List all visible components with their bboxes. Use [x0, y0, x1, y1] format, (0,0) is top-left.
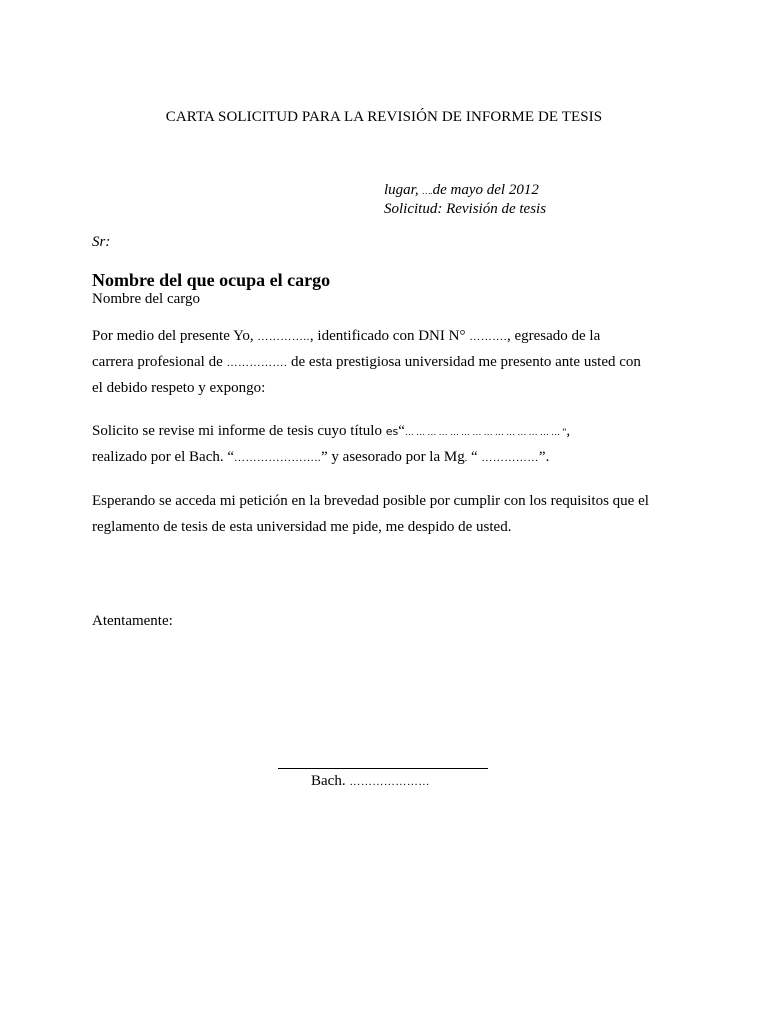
signature-name	[311, 773, 430, 790]
thesis-title-blank: … … … … … … … … … … … … … … ”	[404, 427, 567, 437]
paragraph-line	[92, 349, 692, 375]
bach-name-blank: …………………	[349, 776, 430, 788]
paragraph-closing	[92, 488, 692, 540]
day-blank: ….	[422, 186, 433, 196]
signature-line	[278, 768, 488, 769]
text-segment: , identificado con DNI N°	[309, 328, 466, 344]
closing-atentamente: Atentamente:	[92, 613, 173, 629]
paragraph-line	[92, 444, 692, 470]
text-segment: Solicito se revise mi informe de tesis cuyo título	[92, 423, 382, 439]
paragraph-line	[92, 418, 692, 444]
text-segment: “	[398, 423, 405, 439]
subject-line: Solicitud: Revisión de tesis	[384, 201, 547, 217]
text-segment: de esta prestigiosa universidad me presento ante usted con	[291, 354, 641, 370]
paragraph-request	[92, 418, 692, 470]
text-segment: “	[467, 449, 478, 465]
dni-blank: ……….	[469, 331, 507, 343]
text-segment: .	[464, 453, 468, 464]
text-segment: carrera profesional de	[92, 354, 223, 370]
text-segment: ,	[566, 423, 571, 439]
text-segment: , egresado de la	[506, 328, 601, 344]
text-segment: ”.	[538, 449, 550, 465]
text-segment: es	[385, 425, 399, 438]
place-label: lugar,	[384, 182, 419, 198]
text-segment: Por medio del presente Yo,	[92, 328, 254, 344]
career-blank: …………….	[226, 357, 288, 369]
salutation: Sr:	[92, 234, 111, 250]
advisor-blank: ……………	[481, 452, 539, 464]
addressee-name: Nombre del que ocupa el cargo	[92, 270, 331, 290]
letter-title: CARTA SOLICITUD PARA LA REVISIÓN DE INFORME DE TESIS	[165, 109, 603, 125]
addressee-position: Nombre del cargo	[92, 291, 201, 307]
paragraph-introduction	[92, 323, 692, 401]
paragraph-line: Esperando se acceda mi petición en la brevedad posible por cumplir con los requisitos que el	[92, 493, 649, 509]
date-text: de mayo del 2012	[432, 182, 539, 198]
name-blank: …………..	[257, 331, 310, 343]
bach-blank: …………………..	[234, 452, 322, 464]
text-segment: ” y asesorado por la Mg	[321, 449, 465, 465]
text-segment: realizado por el Bach. “	[92, 449, 235, 465]
place-date-line	[384, 181, 546, 200]
place-date-block	[384, 181, 546, 218]
bach-label: Bach.	[311, 773, 346, 789]
paragraph-line: el debido respeto y expongo:	[92, 380, 266, 396]
paragraph-line	[92, 323, 692, 349]
paragraph-line: reglamento de tesis de esta universidad me pide, me despido de usted.	[92, 519, 512, 535]
